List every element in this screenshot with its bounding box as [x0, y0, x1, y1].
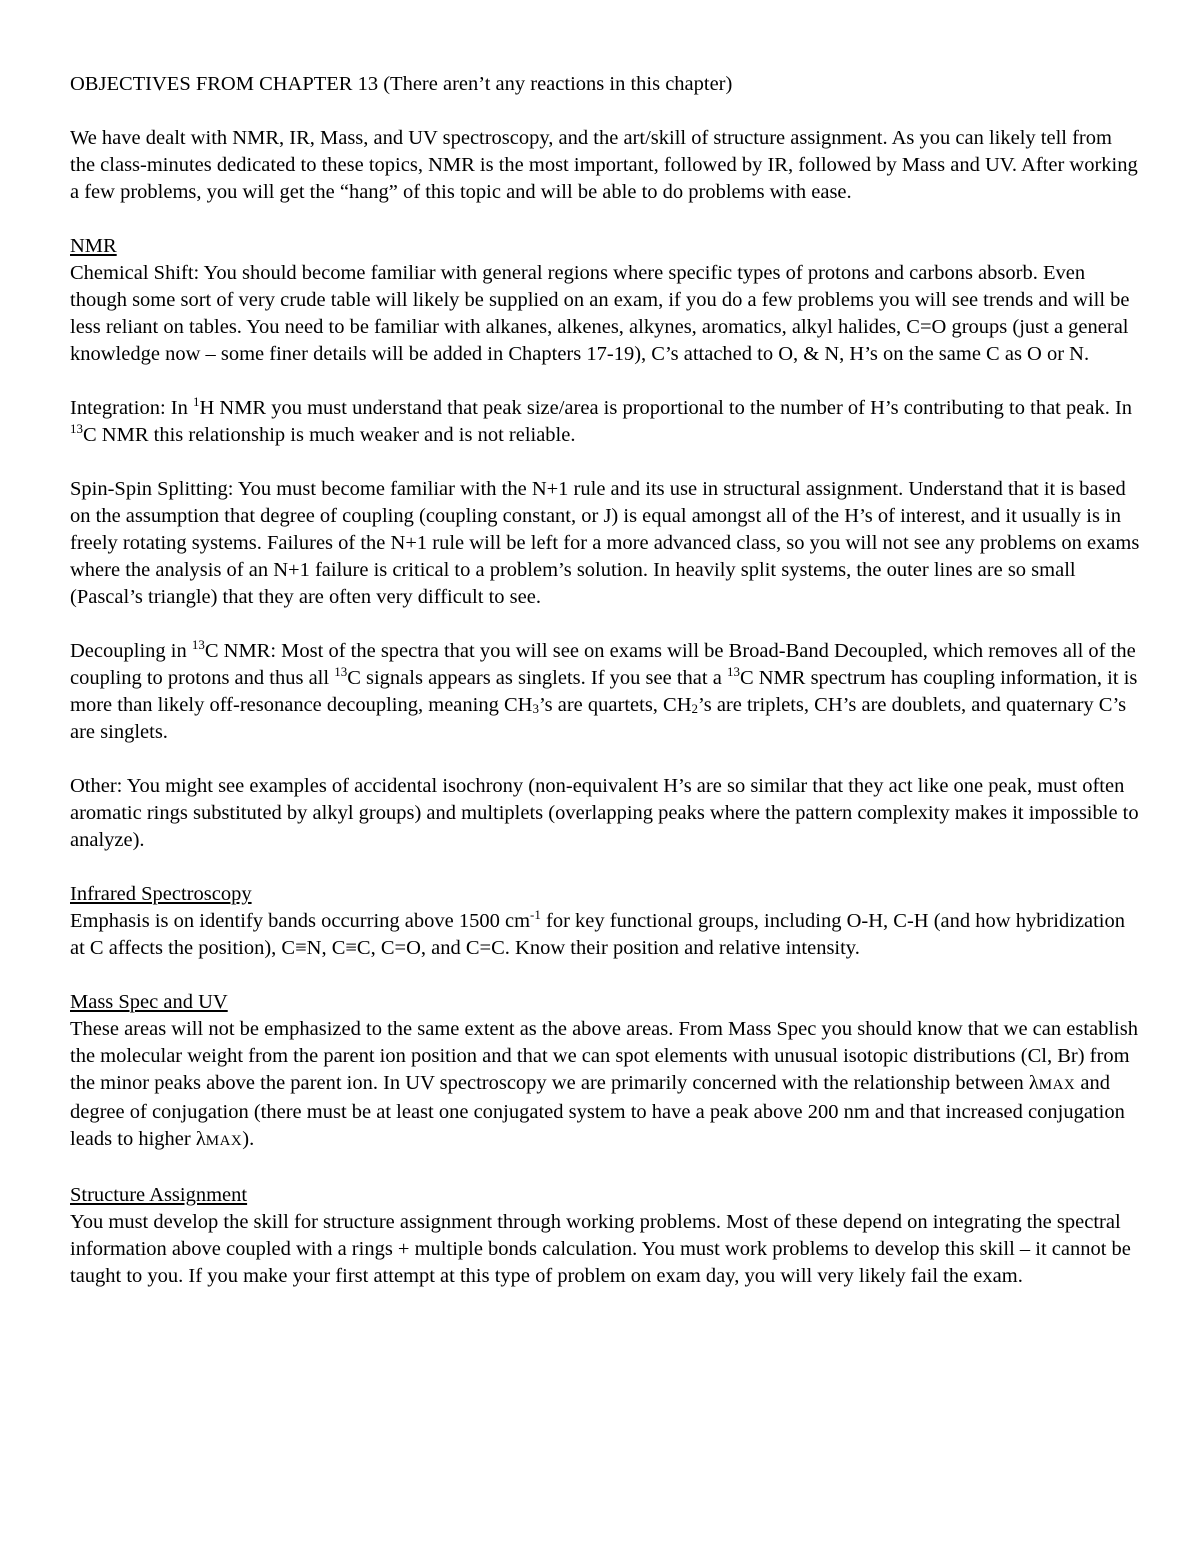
integration-text-1: Integration: In: [70, 397, 193, 419]
chemical-shift-paragraph: Chemical Shift: You should become familiar with general regions where specific types of protons and carbons absorb. Even though some sort of very crude table will likely be supplied on an exam, if you do a few problems you will see trends and will be less reliant on tables. You need to be familiar with alkanes, alkenes, alkynes, aromatics, alkyl halides, C=O groups (just a general knowledge now – some finer details will be added in Chapters 17-19), C’s attached to O, & N, H’s on the same C as O or N.: [70, 262, 1130, 365]
integration-text-3: C NMR this relationship is much weaker and is not reliable.: [83, 424, 576, 446]
nmr-heading: NMR: [70, 235, 117, 257]
integration-sup-1: 1: [192, 394, 200, 409]
structure-paragraph: You must develop the skill for structure assignment through working problems. Most of these depend on integrating the spectral information above coupled with a rings + multiple bonds calculation. You must work problems to develop this skill – it cannot be taught to you. If you make your first attempt at this type of problem on exam day, you will very likely fail the exam.: [70, 1211, 1131, 1287]
ir-text-2: for key functional groups, including O-H, C-H (and how hybridization at C affects the position), C≡N, C≡C, C=O, and C=C. Know their position and relative intensity.: [70, 910, 1126, 959]
decoupling-text-2: C NMR: Most of the spectra that you will see on exams will be Broad-Band Decoupled, which removes all of the coupling to protons and thus all: [70, 640, 1136, 689]
ir-paragraph: [70, 908, 1140, 962]
decoupling-text-4: C NMR spectrum has coupling information, it is more than likely off-resonance decoupling, meaning CH: [70, 667, 1138, 716]
mass-uv-text-3: ).: [242, 1128, 255, 1150]
decoupling-sup-1: 13: [191, 637, 205, 652]
structure-heading: Structure Assignment: [70, 1184, 248, 1206]
decoupling-text-5: ’s are quartets, CH: [538, 694, 692, 716]
mass-uv-text-1: These areas will not be emphasized to the same extent as the above areas. From Mass Spec you should know that we can establish the molecular weight from the parent ion position and that we can spot elements with unusual isotopic distributions (Cl, Br) from the minor peaks above the parent ion. In UV spectroscopy we are primarily concerned with the relationship between λ: [70, 1018, 1138, 1094]
decoupling-text-3: C signals appears as singlets. If you see that a: [347, 667, 727, 689]
mass-uv-heading: Mass Spec and UV: [70, 991, 228, 1013]
decoupling-sub-2: 2: [691, 701, 699, 716]
other-paragraph: Other: You might see examples of accidental isochrony (non-equivalent H’s are so similar that they act like one peak, must often aromatic rings substituted by alkyl groups) and multiplets (overlapping peaks where the pattern complexity makes it impossible to analyze).: [70, 775, 1139, 851]
decoupling-sup-3: 13: [726, 664, 740, 679]
intro-paragraph: We have dealt with NMR, IR, Mass, and UV spectroscopy, and the art/skill of structure assignment. As you can likely tell from the class-minutes dedicated to these topics, NMR is the most important, followed by IR, followed by Mass and UV. After working a few problems, you will get the “hang” of this topic and will be able to do problems with ease.: [70, 127, 1138, 203]
lambda-max-label-2: MAX: [205, 1133, 243, 1149]
decoupling-sup-2: 13: [334, 664, 348, 679]
spin-spin-paragraph: Spin-Spin Splitting: You must become familiar with the N+1 rule and its use in structural assignment. Understand that it is based on the assumption that degree of coupling (coupling constant, or J) is equal amongst all of the H’s of interest, and it usually is in freely rotating systems. Failures of the N+1 rule will be left for a more advanced class, so you will not see any problems on exams where the analysis of an N+1 failure is critical to a problem’s solution. In heavily split systems, the outer lines are so small (Pascal’s triangle) that they are often very difficult to see.: [70, 478, 1140, 608]
ir-text-1: Emphasis is on identify bands occurring above 1500 cm: [70, 910, 531, 932]
ir-heading: Infrared Spectroscopy: [70, 883, 252, 905]
integration-paragraph: [70, 395, 1140, 449]
decoupling-text-6: ’s are triplets, CH’s are doublets, and quaternary C’s are singlets.: [70, 694, 1127, 743]
decoupling-text-1: Decoupling in: [70, 640, 192, 662]
integration-text-2: H NMR you must understand that peak size/area is proportional to the number of H’s contributing to that peak. In: [199, 397, 1133, 419]
lambda-max-label-1: MAX: [1038, 1077, 1076, 1093]
ir-sup-1: -1: [530, 907, 541, 922]
integration-sup-2: 13: [70, 421, 83, 436]
decoupling-sub-1: 3: [532, 701, 539, 716]
mass-uv-text-2: and degree of conjugation (there must be at least one conjugated system to have a peak above 200 nm and that increased conjugation leads to higher λ: [70, 1072, 1125, 1150]
decoupling-paragraph: [70, 638, 1140, 746]
document-title: OBJECTIVES FROM CHAPTER 13 (There aren’t any reactions in this chapter): [70, 73, 733, 95]
mass-uv-paragraph: [70, 1016, 1140, 1155]
